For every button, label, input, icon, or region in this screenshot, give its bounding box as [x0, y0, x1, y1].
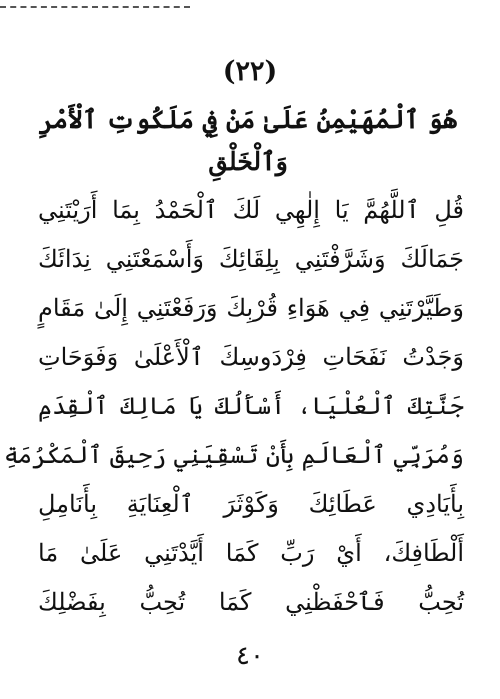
text-line: جَنَّتِكَ ٱلْعُلْيَا، أَسْأَلُكَ يَا مَالِكَ ٱلْقِدَمِ: [38, 392, 464, 420]
text-line: جَمَالَكَ وَشَرَّفْتَنِي بِلِقَائِكَ وَأَسْمَعْتَنِي نِدَائَكَ: [38, 245, 464, 273]
text-line: تُحِبُّ فَٱحْفَظْنِي كَمَا تُحِبُّ بِفَضْلِكَ: [38, 588, 464, 616]
prayer-text: [3, 186, 464, 627]
heading-line-2: وَٱلْخَلْقِ: [208, 147, 288, 176]
text-line: وَمُرَبِّي ٱلْعَالَمِ بِأَنْ تَسْقِيَنِي رَحِيقَ ٱلْمَكْرُمَةِ: [3, 441, 464, 469]
section-heading: [38, 99, 458, 183]
text-line: وَطَيَّرْتَنِي فِي هَوَاءِ قُرْبِكَ وَرَفَعْتَنِي إِلَىٰ مَقَامٍ: [38, 294, 464, 322]
text-line: قُلِ ٱللَّهُمَّ يَا إِلٰهِي لَكَ ٱلْحَمْدُ بِمَا أَرَيْتَنِي: [38, 196, 464, 224]
text-line: بِأَيَادِي عَطَائِكَ وَكَوْثَرَ ٱلْعِنَايَةِ بِأَنَامِلِ: [38, 490, 464, 518]
heading-line-1: هُوَ ٱلْمُهَيْمِنُ عَلَىٰ مَنْ فِي مَلَكُوتِ ٱلْأَمْرِ: [38, 105, 458, 134]
text-line: وَجَدْتُ نَفَحَاتِ فِرْدَوسِكَ ٱلْأَعْلَىٰ وَفَوَحَاتِ: [38, 343, 464, 371]
page-number: ٤٠: [236, 641, 264, 671]
text-line: أَلْطَافِكَ، أَيْ رَبِّ كَمَا أَيَّدْتَنِي عَلَىٰ مَا: [38, 539, 464, 567]
section-number: (٢٢): [222, 56, 278, 87]
top-dashed-rule: [0, 6, 190, 8]
